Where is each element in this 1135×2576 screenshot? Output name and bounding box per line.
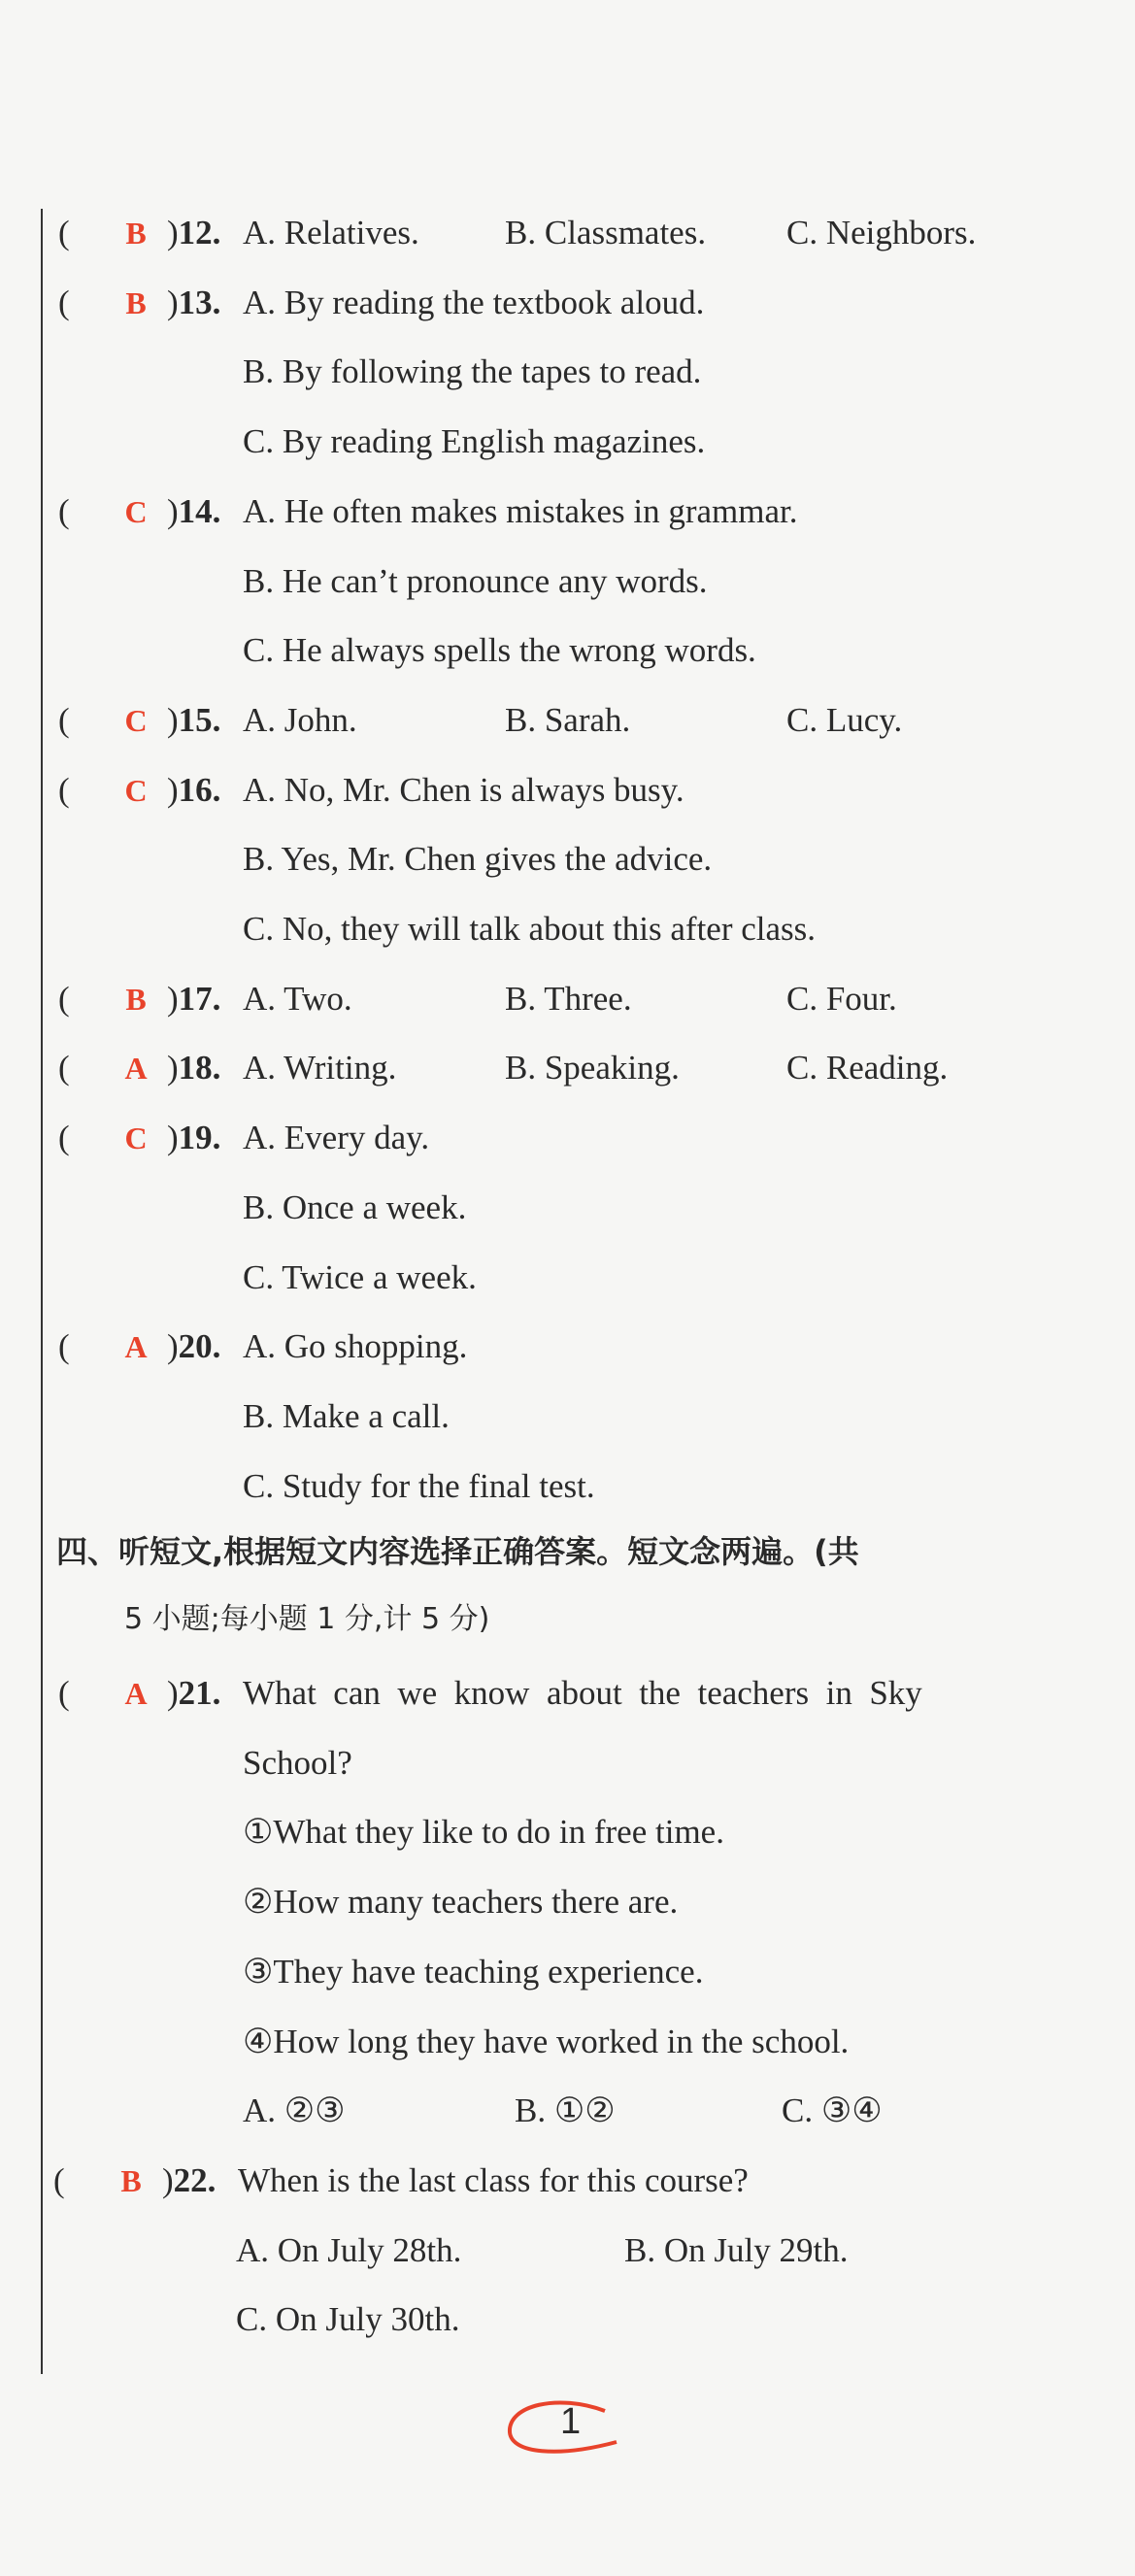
- question-number: )13.: [167, 283, 221, 321]
- option-a: A. Two.: [243, 979, 352, 1018]
- statement-item: ①What they like to do in free time.: [243, 1813, 724, 1852]
- question-number-text: 21.: [178, 1674, 221, 1712]
- option-c: C. Study for the final test.: [243, 1466, 595, 1505]
- option-a: A. Writing.: [243, 1049, 397, 1087]
- answer-mark: B: [125, 981, 147, 1017]
- option-b: B. Sarah.: [505, 700, 631, 739]
- option-c: C. Lucy.: [786, 700, 903, 739]
- option-b: B. Yes, Mr. Chen gives the advice.: [243, 840, 713, 879]
- question-number-text: 17.: [178, 979, 221, 1018]
- open-paren: (: [58, 491, 70, 530]
- section-heading-score: 5 小题;每小题 1 分,计 5 分): [124, 1602, 490, 1637]
- answer-mark: A: [124, 1329, 148, 1365]
- open-paren: (: [58, 979, 70, 1018]
- option-a: A. Relatives.: [243, 214, 419, 251]
- question-stem: When is the last class for this course?: [238, 2160, 749, 2199]
- option-c: C. ③④: [782, 2091, 883, 2130]
- option-c: C. Neighbors.: [786, 214, 977, 251]
- option-a: A. ②③: [243, 2091, 346, 2130]
- option-b: B. ①②: [515, 2091, 616, 2130]
- answer-mark: A: [124, 1676, 148, 1711]
- question-number: )15.: [167, 700, 221, 739]
- option-b: B. Speaking.: [505, 1049, 680, 1087]
- question-stem-continued: School?: [243, 1743, 352, 1782]
- question-number: )20.: [167, 1327, 221, 1366]
- option-c: C. Four.: [786, 979, 897, 1018]
- statement-item: ④How long they have worked in the school.: [243, 2022, 850, 2060]
- left-margin-rule: [41, 209, 43, 2374]
- question-number-text: 20.: [178, 1327, 221, 1366]
- question-number: )14.: [167, 491, 221, 530]
- question-number-text: 16.: [178, 770, 221, 809]
- answer-mark: B: [120, 2162, 142, 2198]
- option-a: A. Every day.: [243, 1119, 430, 1157]
- option-b: B. Classmates.: [505, 214, 707, 251]
- question-number-text: 22.: [173, 2160, 217, 2199]
- section-heading: 四、听短文,根据短文内容选择正确答案。短文念两遍。(共: [56, 1533, 859, 1571]
- answer-mark: B: [125, 216, 147, 251]
- question-number-text: 18.: [178, 1049, 221, 1087]
- option-c: C. He always spells the wrong words.: [243, 631, 756, 670]
- option-b: B. On July 29th.: [624, 2230, 849, 2269]
- open-paren: (: [58, 1327, 70, 1366]
- option-b: B. He can’t pronounce any words.: [243, 561, 708, 600]
- open-paren: (: [53, 2160, 65, 2199]
- page-number: 1: [560, 2401, 582, 2442]
- question-number: )16.: [167, 770, 221, 809]
- open-paren: (: [58, 214, 70, 251]
- question-number: )12.: [167, 214, 221, 251]
- answer-mark: B: [125, 284, 147, 320]
- option-c: C. On July 30th.: [236, 2300, 460, 2339]
- option-a: A. No, Mr. Chen is always busy.: [243, 770, 684, 809]
- open-paren: (: [58, 1049, 70, 1087]
- option-b: B. Once a week.: [243, 1188, 467, 1226]
- answer-mark: C: [124, 772, 148, 808]
- question-number: )17.: [167, 979, 221, 1018]
- option-a: A. By reading the textbook aloud.: [243, 283, 705, 321]
- option-b: B. Make a call.: [243, 1396, 450, 1435]
- option-b: B. Three.: [505, 979, 632, 1018]
- question-number-text: 13.: [178, 283, 221, 321]
- question-number-text: 15.: [178, 700, 221, 739]
- statement-item: ②How many teachers there are.: [243, 1883, 679, 1922]
- question-number-text: 14.: [178, 491, 221, 530]
- option-a: A. On July 28th.: [236, 2230, 462, 2269]
- question-number: )19.: [167, 1119, 221, 1157]
- question-number: )22.: [162, 2160, 217, 2199]
- open-paren: (: [58, 700, 70, 739]
- option-a: A. Go shopping.: [243, 1327, 468, 1366]
- open-paren: (: [58, 1119, 70, 1157]
- answer-mark: A: [124, 1051, 148, 1087]
- question-number-text: 19.: [178, 1119, 221, 1157]
- open-paren: (: [58, 770, 70, 809]
- answer-mark: C: [124, 493, 148, 529]
- open-paren: (: [58, 283, 70, 321]
- option-b: B. By following the tapes to read.: [243, 352, 702, 391]
- question-number: )18.: [167, 1049, 221, 1087]
- option-c: C. Reading.: [786, 1049, 949, 1087]
- question-number: )21.: [167, 1674, 221, 1712]
- page-number-badge: [500, 2393, 636, 2461]
- option-c: C. No, they will talk about this after class.: [243, 910, 817, 948]
- option-c: C. Twice a week.: [243, 1257, 477, 1296]
- question-number-text: 12.: [178, 214, 221, 251]
- question-stem: What can we know about the teachers in Sky: [243, 1674, 922, 1712]
- option-c: C. By reading English magazines.: [243, 422, 706, 461]
- option-a: A. John.: [243, 700, 357, 739]
- answer-mark: C: [124, 1121, 148, 1156]
- statement-item: ③They have teaching experience.: [243, 1952, 704, 1991]
- option-a: A. He often makes mistakes in grammar.: [243, 491, 798, 530]
- answer-mark: C: [124, 702, 148, 738]
- open-paren: (: [58, 1674, 70, 1712]
